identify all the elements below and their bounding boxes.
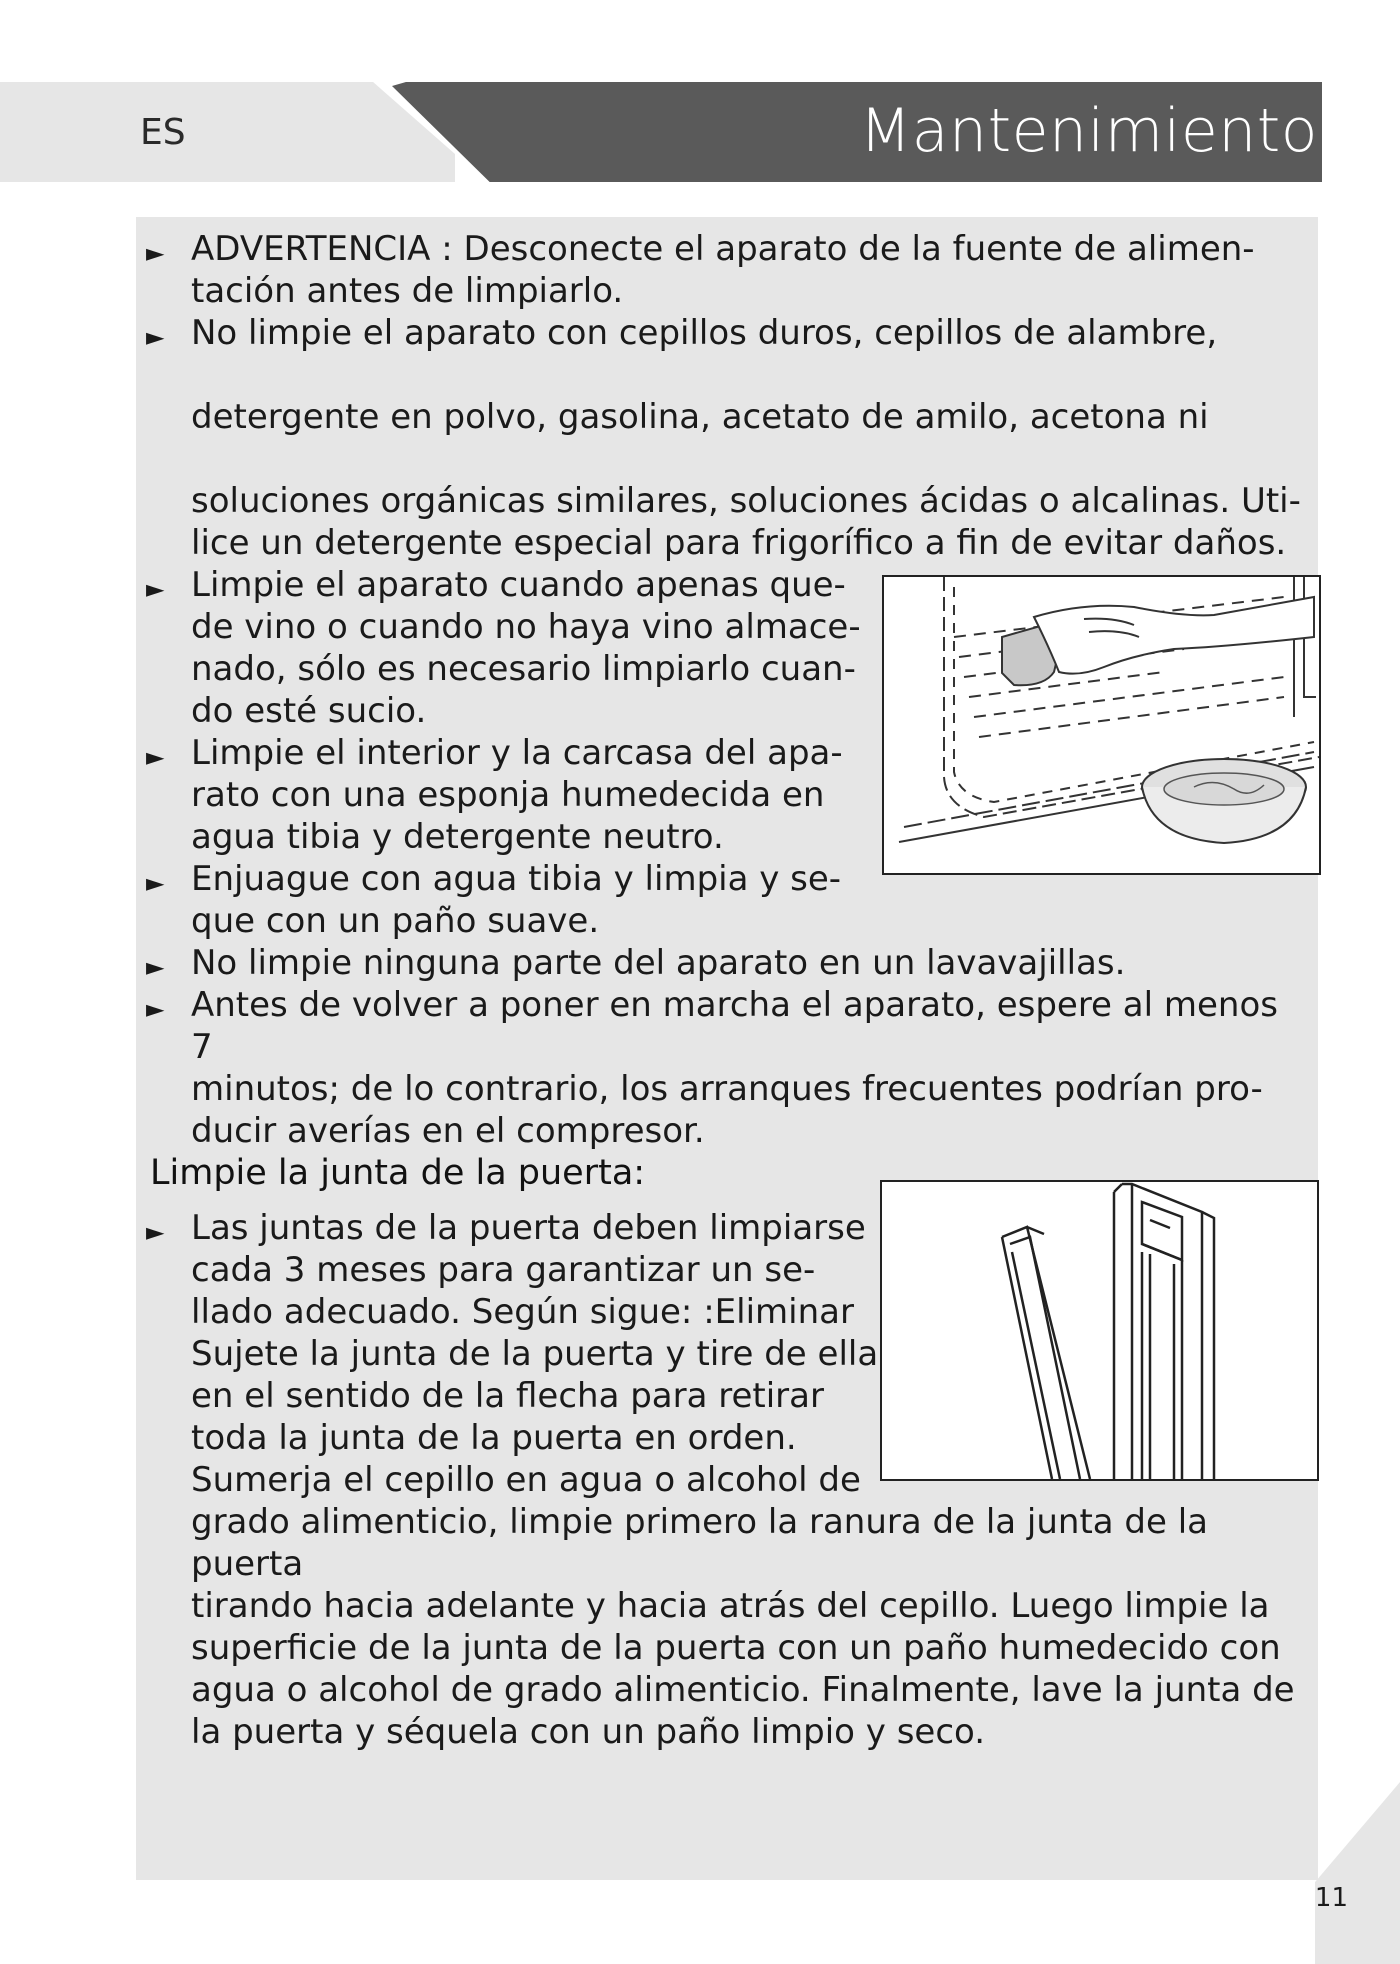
item-line: cada 3 meses para garantizar un se- [191,1250,816,1290]
item-line: Limpie el interior y la carcasa del apa- [191,733,843,773]
item-line: rato con una esponja humedecida en [191,775,825,815]
list-item-warning [146,228,1306,312]
item-line: Las juntas de la puerta deben limpiarse [191,1208,866,1248]
item-line: toda la junta de la puerta en orden. [191,1418,797,1458]
item-text: Desconecte el aparato de la fuente de alimen- [463,229,1255,269]
language-label: ES [140,112,186,153]
bullet-icon: ► [146,869,165,897]
bullet-icon: ► [146,239,165,267]
item-line: ducir averías en el compresor. [191,1111,705,1151]
item-line: grado alimenticio, limpie primero la ranura de la junta de la puerta [191,1502,1209,1584]
item-line: nado, sólo es necesario limpiarlo cuan- [191,649,856,689]
item-line: llado adecuado. Según sigue: :Eliminar [191,1292,854,1332]
item-line: minutos; de lo contrario, los arranques frecuentes podrían pro- [191,1069,1263,1109]
item-line: Antes de volver a poner en marcha el aparato, espere al menos 7 [191,985,1278,1067]
language-tab [0,82,455,182]
cleaning-drawing [884,577,1319,873]
item-line: agua tibia y detergente neutro. [191,817,724,857]
page-number: 11 [1314,1883,1348,1913]
line-gap [191,354,1306,396]
bullet-icon: ► [146,1218,165,1246]
item-line: de vino o cuando no haya vino almace- [191,607,861,647]
item-line: do esté sucio. [191,691,427,731]
item-line: tación antes de limpiarlo. [191,271,624,311]
page-title: Mantenimiento [859,96,1318,166]
item-line: la puerta y séquela con un paño limpio y seco. [191,1712,986,1752]
item-line: agua o alcohol de grado alimenticio. Finalmente, lave la junta de [191,1670,1295,1710]
list-item-restart [146,984,1306,1152]
bullet-icon: ► [146,743,165,771]
bullet-icon: ► [146,575,165,603]
bullet-icon: ► [146,953,165,981]
item-line: superficie de la junta de la puerta con un paño humedecido con [191,1628,1281,1668]
item-line: No limpie ninguna parte del aparato en un lavavajillas. [191,943,1126,983]
list-item-dishwasher [146,942,1306,984]
list-item-brushes [146,312,1306,564]
item-line: en el sentido de la flecha para retirar [191,1376,824,1416]
door-gasket-illustration [880,1180,1319,1481]
item-line: tirando hacia adelante y hacia atrás del cepillo. Luego limpie la [191,1586,1270,1626]
item-line: No limpie el aparato con cepillos duros, cepillos de alambre, [191,313,1218,353]
item-line: Sujete la junta de la puerta y tire de ella [191,1334,879,1374]
item-line: Sumerja el cepillo en agua o alcohol de [191,1460,861,1500]
cleaning-illustration [882,575,1321,875]
item-line: Limpie el aparato cuando apenas que- [191,565,846,605]
item-line: soluciones orgánicas similares, soluciones ácidas o alcalinas. Uti- [191,481,1301,521]
bullet-icon: ► [146,323,165,351]
item-line: Enjuague con agua tibia y limpia y se- [191,859,842,899]
item-line: detergente en polvo, gasolina, acetato de amilo, acetona ni [191,397,1209,437]
section-heading: Limpie la junta de la puerta: [150,1153,646,1193]
item-line: que con un paño suave. [191,901,600,941]
bullet-icon: ► [146,995,165,1023]
page-corner [1315,1782,1400,1964]
gasket-drawing [882,1182,1317,1479]
item-line: lice un detergente especial para frigorífico a fin de evitar daños. [191,523,1287,563]
item-line [191,228,1306,270]
line-gap [191,438,1306,480]
warning-label: ADVERTENCIA : [191,229,453,269]
